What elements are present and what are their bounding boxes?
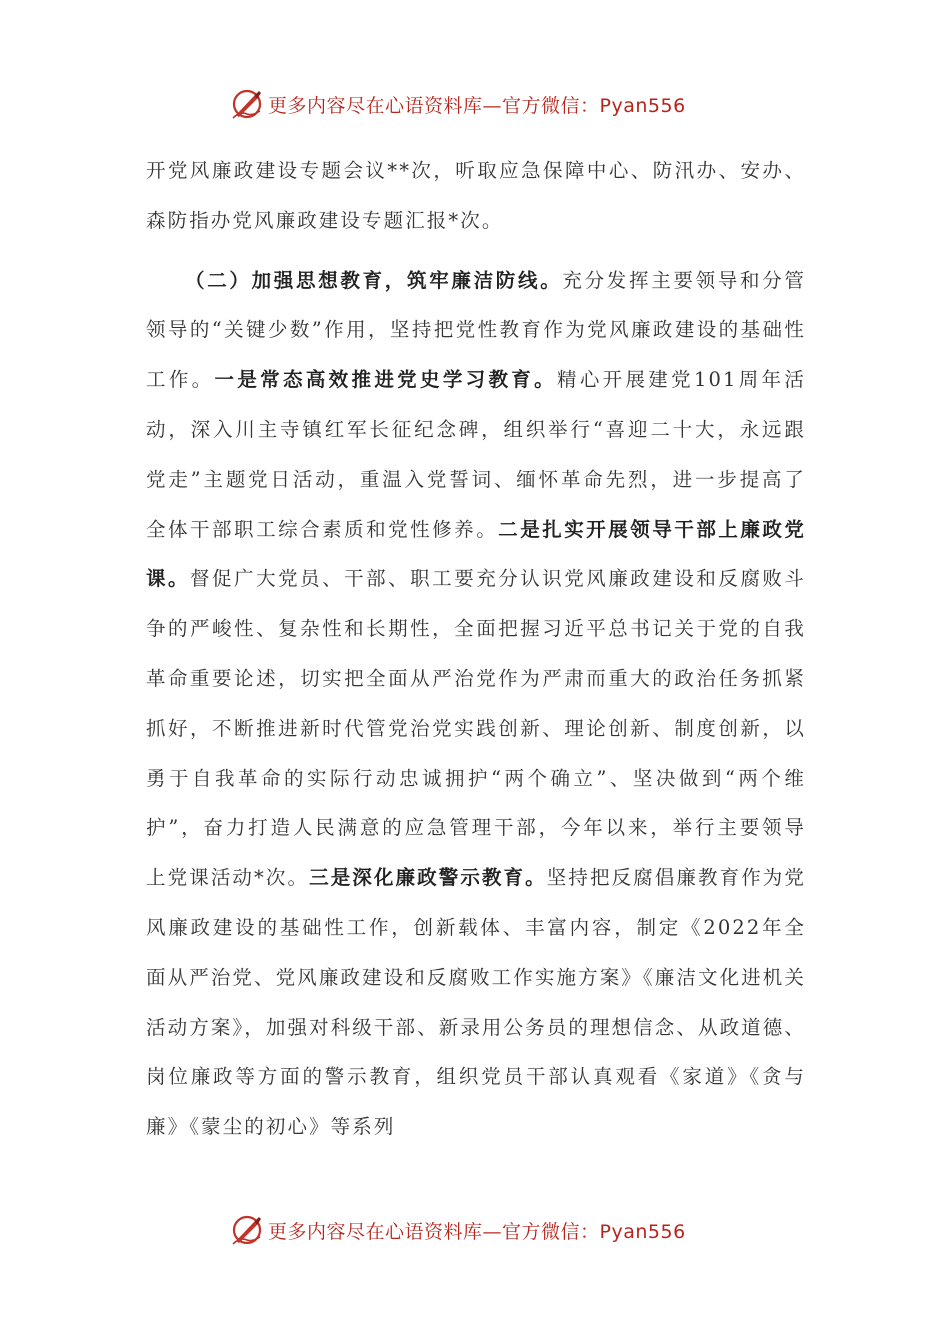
banner-wechat: 官方微信：Pyan556: [502, 94, 686, 117]
banner-site-name: 更多内容尽在心语资料库: [268, 1220, 483, 1243]
banner-site-name: 更多内容尽在心语资料库: [268, 94, 483, 117]
paragraph-2-text-4: 坚持把反腐倡廉教育作为党风廉政建设的基础性工作，创新载体、丰富内容，制定《2022年全面从严治党、党风廉政建设和反腐败工作实施方案》《廉洁文化进机关活动方案》，加强对科级干部、新录用公务员的理想信念、从政道德、岗位廉政等方面的警示教育，组织党员干部认真观看《家道》《贪与廉》《蒙尘的初心》等系列: [146, 866, 806, 1139]
paragraph-continuation: [146, 146, 806, 246]
section-heading: （二）加强思想教育，筑牢廉洁防线。: [185, 268, 563, 292]
paragraph-2-text-1: 充分发挥主要领导和分管领导的“关键少数”作用，坚持把党性教育作为党风廉政建设的基础性工作。: [146, 268, 807, 392]
banner-wechat: 官方微信：Pyan556: [502, 1220, 686, 1243]
banner-dash: —: [482, 94, 503, 117]
point-2-heading: 二是扎实开展领导干部上廉政党课。: [146, 517, 806, 591]
banner-dash: —: [482, 1220, 503, 1243]
point-3-heading: 三是深化廉政警示教育。: [309, 866, 547, 890]
header-banner: [230, 86, 686, 122]
point-1-heading: 一是常态高效推进党史学习教育。: [214, 368, 557, 392]
paragraph-2-text-2: 精心开展建党101周年活动，深入川主寺镇红军长征纪念碑，组织举行“喜迎二十大，永远跟党走”主题党日活动，重温入党誓词、缅怀革命先烈，进一步提高了全体干部职工综合素质和党性修养。: [146, 368, 806, 541]
banner-text: [268, 91, 686, 118]
pen-circle-icon: [230, 1213, 264, 1247]
paragraph-2-text-3: 督促广大党员、干部、职工要充分认识党风廉政建设和反腐败斗争的严峻性、复杂性和长期性，全面把握习近平总书记关于党的自我革命重要论述，切实把全面从严治党作为严肃而重大的政治任务抓紧抓好，不断推进新时代管党治党实践创新、理论创新、制度创新，以勇于自我革命的实际行动忠诚拥护“两个确立”、坚决做到“两个维护”，奋力打造人民满意的应急管理干部，今年以来，举行主要领导上党课活动*次。: [146, 567, 806, 890]
paragraph-1-text: 开党风廉政建设专题会议**次，听取应急保障中心、防汛办、安办、森防指办党风廉政建设专题汇报*次。: [146, 159, 806, 232]
pen-circle-icon: [230, 87, 264, 121]
banner-text: [268, 1217, 686, 1244]
paragraph-2: [146, 256, 806, 1152]
footer-banner: [230, 1212, 686, 1248]
document-body: [146, 146, 806, 1152]
